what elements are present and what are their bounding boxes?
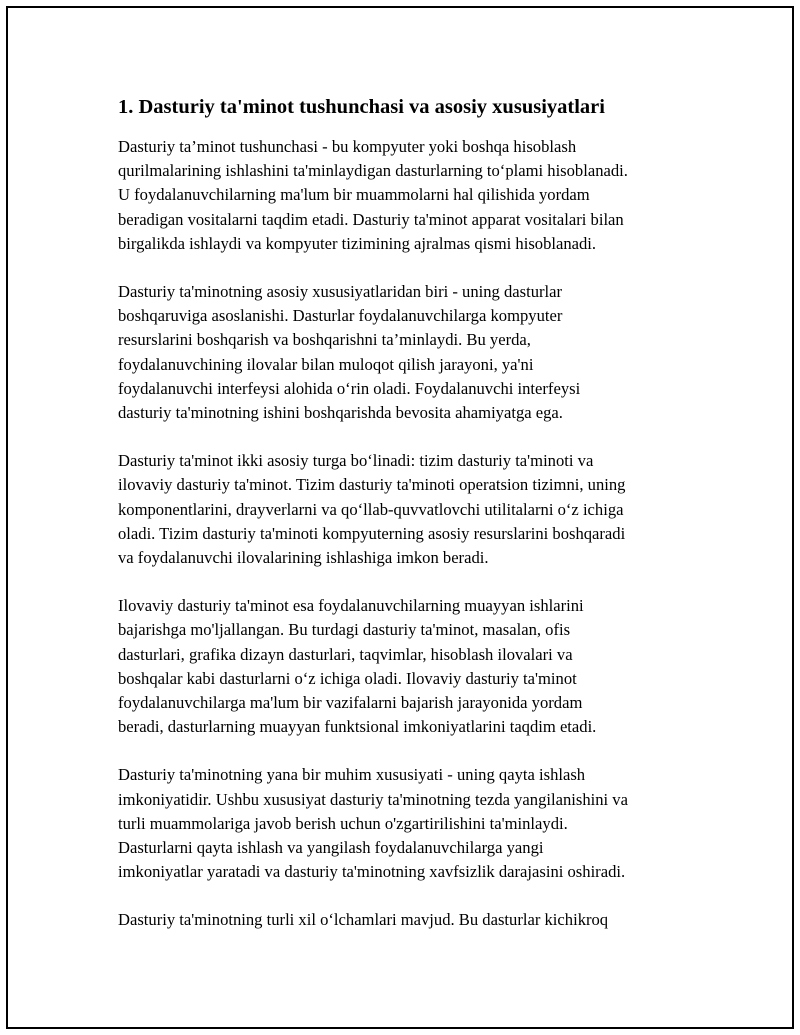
section-heading: 1. Dasturiy ta'minot tushunchasi va asosiy xususiyatlari bbox=[118, 96, 605, 118]
text-line: Dasturiy ta'minot ikki asosiy turga bo‘linadi: tizim dasturiy ta'minoti va bbox=[118, 451, 594, 471]
text-line: resurslarini boshqarish va boshqarishni ta’minlaydi. Bu yerda, bbox=[118, 330, 531, 350]
text-line: komponentlarini, drayverlarni va qo‘llab-quvvatlovchi utilitalarni o‘z ichiga bbox=[118, 499, 624, 519]
text-line: bajarishga mo'ljallangan. Bu turdagi dasturiy ta'minot, masalan, ofis bbox=[118, 620, 571, 640]
paragraph-6 bbox=[118, 908, 688, 932]
text-line: ilovaviy dasturiy ta'minot. Tizim dasturiy ta'minoti operatsion tizimni, uning bbox=[118, 475, 626, 495]
text-line: imkoniyatlar yaratadi va dasturiy ta'minotning xavfsizlik darajasini oshiradi. bbox=[118, 862, 626, 882]
paragraph-1 bbox=[118, 135, 688, 256]
text-line: Dasturiy ta'minotning asosiy xususiyatlaridan biri - uning dasturlar bbox=[118, 282, 563, 302]
text-line: Ilovaviy dasturiy ta'minot esa foydalanuvchilarning muayyan ishlarini bbox=[118, 596, 584, 616]
paragraph-2 bbox=[118, 280, 688, 425]
text-line: foydalanuvchining ilovalar bilan muloqot qilish jarayoni, ya'ni bbox=[118, 354, 534, 374]
paragraph-4 bbox=[118, 594, 688, 739]
text-line: dasturiy ta'minotning ishini boshqarishda bevosita ahamiyatga ega. bbox=[118, 403, 563, 423]
text-line: imkoniyatidir. Ushbu xususiyat dasturiy ta'minotning tezda yangilanishini va bbox=[118, 789, 628, 809]
text-line: beradigan vositalarni taqdim etadi. Dasturiy ta'minot apparat vositalari bilan bbox=[118, 209, 624, 229]
paragraph-5 bbox=[118, 763, 688, 884]
text-line: Dasturiy ta'minotning yana bir muhim xususiyati - uning qayta ishlash bbox=[118, 765, 586, 785]
text-line: boshqalar kabi dasturlarni o‘z ichiga oladi. Ilovaviy dasturiy ta'minot bbox=[118, 668, 577, 688]
text-line: Dasturlarni qayta ishlash va yangilash foydalanuvchilarga yangi bbox=[118, 838, 544, 858]
text-line: dasturlari, grafika dizayn dasturlari, taqvimlar, hisoblash ilovalari va bbox=[118, 644, 573, 664]
text-line: Dasturiy ta’minot tushunchasi - bu kompyuter yoki boshqa hisoblash bbox=[118, 137, 577, 156]
text-line: qurilmalarining ishlashini ta'minlaydigan dasturlarning to‘plami hisoblanadi. bbox=[118, 161, 628, 181]
text-line: va foydalanuvchi ilovalarining ishlashiga imkon beradi. bbox=[118, 548, 489, 568]
text-line: U foydalanuvchilarning ma'lum bir muammolarni hal qilishida yordam bbox=[118, 185, 590, 205]
paragraph-3 bbox=[118, 449, 688, 570]
text-line: boshqaruviga asoslanishi. Dasturlar foydalanuvchilarga kompyuter bbox=[118, 306, 563, 326]
text-line: turli muammolariga javob berish uchun o'zgartirilishini ta'minlaydi. bbox=[118, 813, 568, 833]
text-line: oladi. Tizim dasturiy ta'minoti kompyuterning asosiy resurslarini boshqaradi bbox=[118, 523, 626, 543]
text-line: Dasturiy ta'minotning turli xil o‘lchamlari mavjud. Bu dasturlar kichikroq bbox=[118, 910, 609, 930]
text-line: birgalikda ishlaydi va kompyuter tizimining ajralmas qismi hisoblanadi. bbox=[118, 233, 597, 253]
text-line: beradi, dasturlarning muayyan funktsional imkoniyatlarini taqdim etadi. bbox=[118, 717, 597, 737]
text-line: foydalanuvchilarga ma'lum bir vazifalarni bajarish jarayonida yordam bbox=[118, 693, 583, 713]
document-body bbox=[118, 93, 688, 957]
text-line: foydalanuvchi interfeysi alohida o‘rin oladi. Foydalanuvchi interfeysi bbox=[118, 378, 581, 398]
